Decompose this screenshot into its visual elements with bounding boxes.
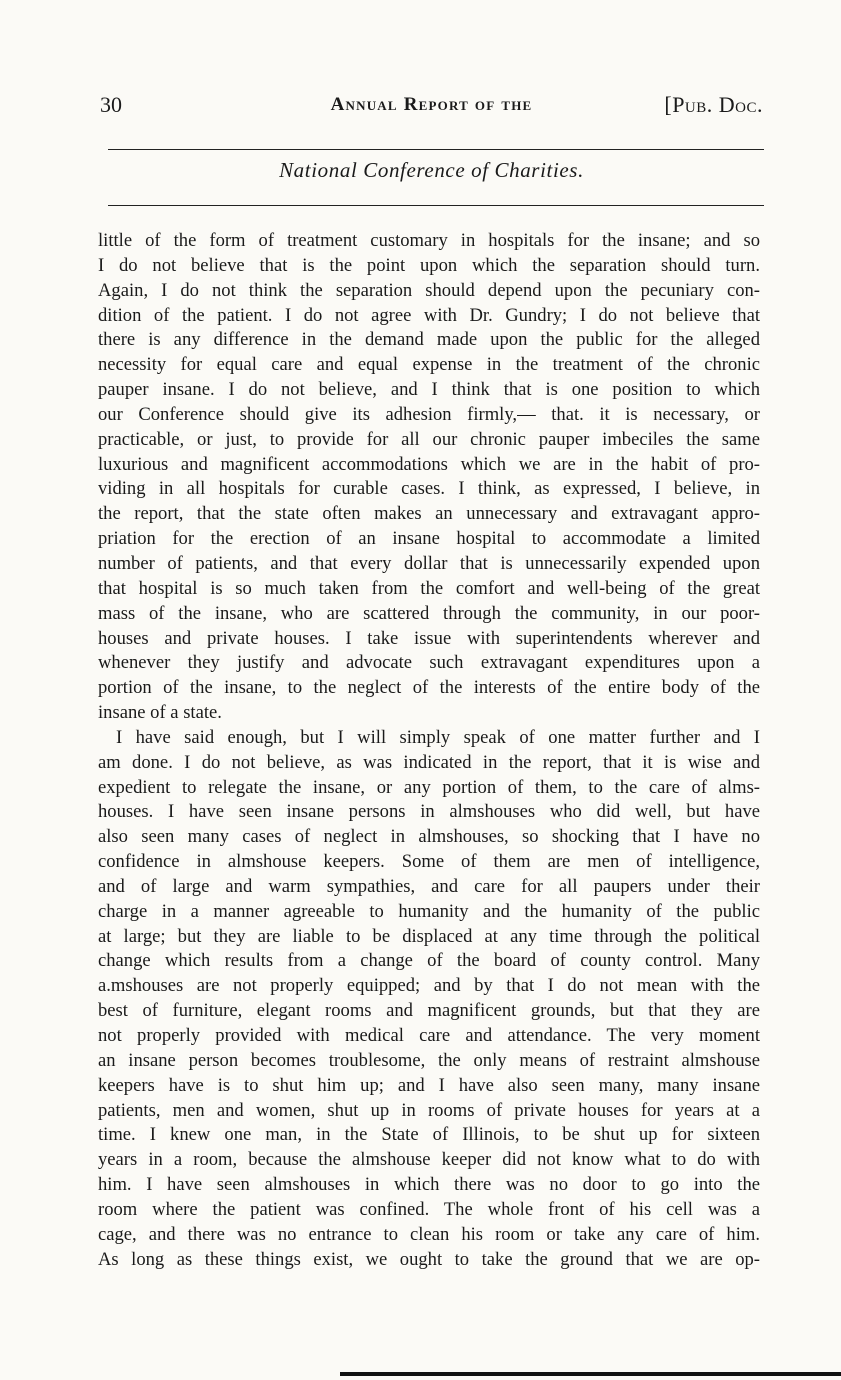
page-edge-shadow bbox=[340, 1372, 841, 1376]
text-line: years in a room, because the almshouse keeper did not know what to do with bbox=[98, 1149, 760, 1171]
text-line: am done. I do not believe, as was indicated in the report, that it is wise and bbox=[98, 751, 760, 773]
text-line: also seen many cases of neglect in almshouses, so shocking that I have no bbox=[98, 826, 760, 848]
document-reference: [Pub. Doc. bbox=[664, 92, 763, 117]
text-line: him. I have seen almshouses in which there was no door to go into the bbox=[98, 1174, 760, 1196]
text-line: and of large and warm sympathies, and care for all paupers under their bbox=[98, 875, 760, 897]
text-line: dition of the patient. I do not agree with Dr. Gundry; I do not believe that bbox=[98, 304, 760, 326]
text-line: whenever they justify and advocate such extravagant expenditures upon a bbox=[98, 652, 760, 674]
text-line: charge in a manner agreeable to humanity and the humanity of the public bbox=[98, 900, 760, 922]
text-line: I do not believe that is the point upon which the separation should turn. bbox=[98, 254, 760, 276]
text-line: little of the form of treatment customary in hospitals for the insane; and so bbox=[98, 230, 760, 251]
text-line: patients, men and women, shut up in rooms of private houses for years at a bbox=[98, 1099, 760, 1121]
text-line: practicable, or just, to provide for all our chronic pauper imbeciles the same bbox=[98, 428, 760, 450]
text-line: portion of the insane, to the neglect of the interests of the entire body of the bbox=[98, 677, 760, 699]
text-line: confidence in almshouse keepers. Some of them are men of intelligence, bbox=[98, 851, 760, 873]
text-line: luxurious and magnificent accommodations which we are in the habit of pro- bbox=[98, 453, 760, 475]
text-line: As long as these things exist, we ought to take the ground that we are op- bbox=[98, 1248, 760, 1270]
paragraph-2 bbox=[98, 726, 760, 1273]
text-line: Again, I do not think the separation should depend upon the pecuniary con- bbox=[98, 279, 760, 301]
paragraph-1 bbox=[98, 229, 760, 726]
text-line: number of patients, and that every dollar that is unnecessarily expended upon bbox=[98, 552, 760, 574]
text-line: houses. I have seen insane persons in almshouses who did well, but have bbox=[98, 801, 760, 823]
running-title: Annual Report of the bbox=[330, 94, 533, 115]
body-text bbox=[98, 229, 760, 1272]
text-line: there is any difference in the demand made upon the public for the alleged bbox=[98, 329, 760, 351]
section-title: National Conference of Charities. bbox=[279, 158, 584, 182]
text-line: I have said enough, but I will simply speak of one matter further and I bbox=[116, 726, 760, 748]
text-line: an insane person becomes troublesome, the only means of restraint almshouse bbox=[98, 1049, 760, 1071]
text-line: that hospital is so much taken from the comfort and well-being of the great bbox=[98, 577, 760, 599]
text-line: room where the patient was confined. The whole front of his cell was a bbox=[98, 1198, 760, 1220]
page-number: 30 bbox=[100, 92, 122, 117]
text-line: at large; but they are liable to be displaced at any time through the political bbox=[98, 925, 760, 947]
text-line: best of furniture, elegant rooms and magnificent grounds, but that they are bbox=[98, 1000, 760, 1022]
text-line: expedient to relegate the insane, or any portion of them, to the care of alms- bbox=[98, 776, 760, 798]
text-line: necessity for equal care and equal expense in the treatment of the chronic bbox=[98, 354, 760, 376]
text-line: the report, that the state often makes an unnecessary and extravagant appro- bbox=[98, 503, 760, 525]
text-line: a.mshouses are not properly equipped; and by that I do not mean with the bbox=[98, 975, 760, 997]
header-rule-top bbox=[108, 149, 764, 150]
text-line: not properly provided with medical care and attendance. The very moment bbox=[98, 1025, 760, 1046]
header-rule-bottom bbox=[108, 205, 764, 206]
text-line: pauper insane. I do not believe, and I think that is one position to which bbox=[98, 379, 760, 401]
text-line: insane of a state. bbox=[98, 702, 222, 724]
text-line: viding in all hospitals for curable cases. I think, as expressed, I believe, in bbox=[98, 478, 760, 500]
text-line: change which results from a change of the board of county control. Many bbox=[98, 950, 760, 972]
text-line: our Conference should give its adhesion firmly,— that. it is necessary, or bbox=[98, 403, 760, 425]
text-line: priation for the erection of an insane hospital to accommodate a limited bbox=[98, 528, 760, 550]
text-line: time. I knew one man, in the State of Illinois, to be shut up for sixteen bbox=[98, 1124, 760, 1146]
page-header bbox=[100, 92, 763, 126]
text-line: houses and private houses. I take issue with superintendents wherever and bbox=[98, 627, 760, 649]
text-line: cage, and there was no entrance to clean his room or take any care of him. bbox=[98, 1223, 760, 1245]
text-line: keepers have is to shut him up; and I have also seen many, many insane bbox=[98, 1074, 760, 1096]
text-line: mass of the insane, who are scattered through the community, in our poor- bbox=[98, 602, 760, 624]
